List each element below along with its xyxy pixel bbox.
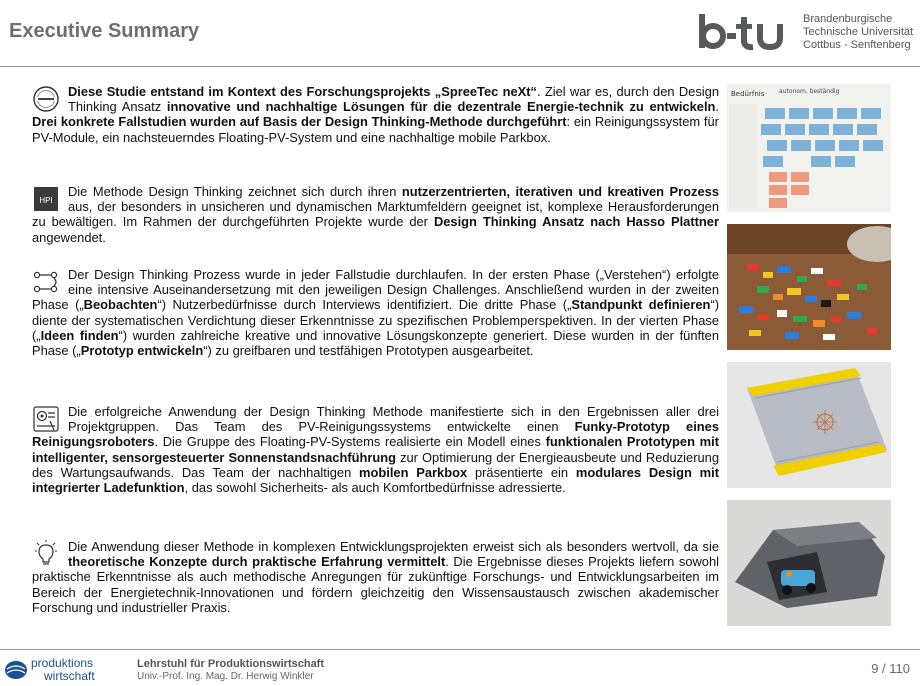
paragraph-project-results — [32, 404, 719, 495]
paragraph-2-segment-0: Der Design Thinking Prozess wurde in jeder Fallstudie durchlaufen. In der ersten Phase („Verstehen“) erfolgte eine intensive Auseinandersetzung mit den jeweiligen Design Challenges. Anschließend wurden in der zweiten Phase („ — [32, 267, 719, 313]
paragraph-3-segment-8: , das sowohl Sicherheits- als auch Komfortbedürfnisse adressierte. — [184, 480, 566, 496]
spreetec-next-logo-icon — [32, 85, 60, 113]
cleaning-robot-render-photo — [727, 362, 891, 488]
university-name — [803, 13, 913, 53]
parkbox-prototype-photo — [727, 500, 891, 626]
paragraph-4-segment-1: theoretische Konzepte durch praktische Erfahrung vermittelt — [68, 554, 446, 570]
footer-chair: Lehrstuhl für Produktionswirtschaft — [137, 658, 325, 670]
footer-professor: Univ.-Prof. Ing. Mag. Dr. Herwig Winkler — [137, 671, 314, 682]
paragraph-0-segment-2: innovative und nachhaltige Lösungen für die dezentrale Energie-technik zu entwickeln — [166, 99, 716, 115]
paragraph-3-segment-3: funktionalen Prototypen mit intelligenter, sensorgesteuerter Sonnenstandsnachführung — [32, 434, 719, 465]
paragraph-4-segment-0: Die Anwendung dieser Methode in komplexen Entwicklungsprojekten erweist sich als besonders wertvoll, da sie — [68, 539, 719, 554]
paragraph-0-segment-0: Diese Studie entstand im Kontext des Forschungsprojekts „SpreeTec neXt“ — [68, 84, 537, 99]
paragraph-spreetec-context — [32, 84, 719, 145]
paragraph-2-segment-2: “) Nutzerbedürfnisse durch Interviews identifiziert. Die dritte Phase („ — [157, 297, 572, 313]
board-note: autonom, beständig — [779, 88, 840, 95]
paragraph-0-segment-4: Drei konkrete Fallstudien wurden auf Basis der Design Thinking-Methode durchgeführt — [32, 114, 567, 130]
paragraph-design-thinking-method — [32, 184, 719, 245]
paragraph-3-segment-2: . Die Gruppe des Floating-PV-Systems realisierte ein Modell eines — [154, 434, 546, 450]
board-heading: Bedürfnis — [731, 90, 765, 98]
process-flow-icon — [32, 268, 60, 296]
produktionswirtschaft-logo-icon — [4, 655, 122, 683]
paragraph-process-phases — [32, 267, 719, 358]
paragraph-2-segment-5: Ideen finden — [40, 327, 119, 343]
paragraph-4-segment-2: . Die Ergebnisse dieses Projekts liefern sowohl praktische Erkenntnisse als auch methodische Anregungen für zukünftige Forschungs- und Entwicklungsarbeiten im Bereich der Energietechnik-Innovationen und fördern gleichzeitig den Wissensaustausch zwischen akademischer Forschung und industrieller Praxis. — [32, 554, 719, 615]
paragraph-0-segment-3: . — [715, 99, 719, 115]
page-header — [0, 0, 920, 66]
header-divider — [0, 66, 920, 67]
paragraph-conclusion — [32, 539, 719, 615]
paragraph-2-segment-8: “) zu greifbaren und testfähigen Prototypen ausgearbeitet. — [203, 343, 534, 359]
btu-logo-icon — [696, 12, 798, 52]
page-number: 9 / 110 — [871, 661, 910, 676]
university-line-1: Brandenburgische — [803, 13, 893, 25]
paragraph-3-segment-0: Die erfolgreiche Anwendung der Design Thinking Methode manifestierte sich in den Ergebnissen aller drei Projektgruppen. Das Team des PV-Reinigungssystems entwickelte einen — [68, 404, 719, 435]
paragraph-2-segment-1: Beobachten — [83, 297, 158, 313]
footer-divider — [0, 649, 920, 650]
prototype-tools-icon — [32, 405, 60, 433]
paragraph-2-segment-3: Standpunkt definieren — [571, 297, 711, 313]
paragraph-3-segment-7: modulares Design mit integrierter Ladefunktion — [32, 464, 719, 496]
lego-ideation-photo — [727, 224, 891, 350]
paragraph-1-segment-3: Design Thinking Ansatz nach Hasso Plattner — [433, 214, 719, 230]
paragraph-2-segment-6: “) wurden zahlreiche kreative und innovative Lösungskonzepte generiert. Diese wurden in der fünften Phase („ — [32, 327, 719, 359]
footer-logo-line-1: produktions — [31, 656, 94, 670]
paragraph-3-segment-4: zur Optimierung der Energieausbeute und Reduzierung des Wartungsaufwands. Das Team der nachhaltigen — [32, 449, 719, 480]
paragraph-1-segment-4: angewendet. — [32, 229, 106, 245]
paragraph-1-segment-0: Die Methode Design Thinking zeichnet sich durch ihren — [68, 184, 402, 199]
lightbulb-icon — [32, 540, 60, 568]
paragraph-3-segment-1: Funky-Prototyp eines Reinigungsroboters — [32, 419, 719, 450]
paragraph-3-segment-5: mobilen Parkbox — [359, 464, 468, 480]
page-title: Executive Summary — [9, 20, 200, 42]
university-line-3: Cottbus - Senftenberg — [803, 39, 911, 52]
paragraph-3-segment-6: präsentierte ein — [467, 464, 576, 480]
hpi-icon — [32, 185, 60, 213]
paragraph-2-segment-4: “) diente der systematischen Verdichtung dieser Erkenntnisse zu spezifischen Problemperspektiven. In der vierten Phase („ — [32, 297, 719, 343]
hpi-icon-label: HPI — [39, 196, 53, 205]
paragraph-0-segment-5: : ein Reinigungssystem für PV-Module, ein nachsteuerndes Floating-PV-System und eine nachhaltige mobile Parkbox. — [32, 114, 719, 145]
paragraph-1-segment-1: nutzerzentrierten, iterativen und kreativen Prozess — [401, 184, 719, 199]
footer-logo-line-2: wirtschaft — [44, 669, 95, 683]
whiteboard-sticky-notes-photo — [727, 84, 891, 212]
university-line-2: Technische Universität — [803, 26, 914, 39]
paragraph-2-segment-7: Prototyp entwickeln — [80, 343, 204, 359]
paragraph-0-segment-1: . Ziel war es, durch den Design Thinking Ansatz — [68, 84, 719, 115]
paragraph-1-segment-2: aus, der besonders in unsicheren und dynamischen Marktumfeldern geeignet ist, komplexe Herausforderungen zu bewältigen. Im Rahmen der durchgeführten Projekte wurde der — [32, 199, 719, 230]
